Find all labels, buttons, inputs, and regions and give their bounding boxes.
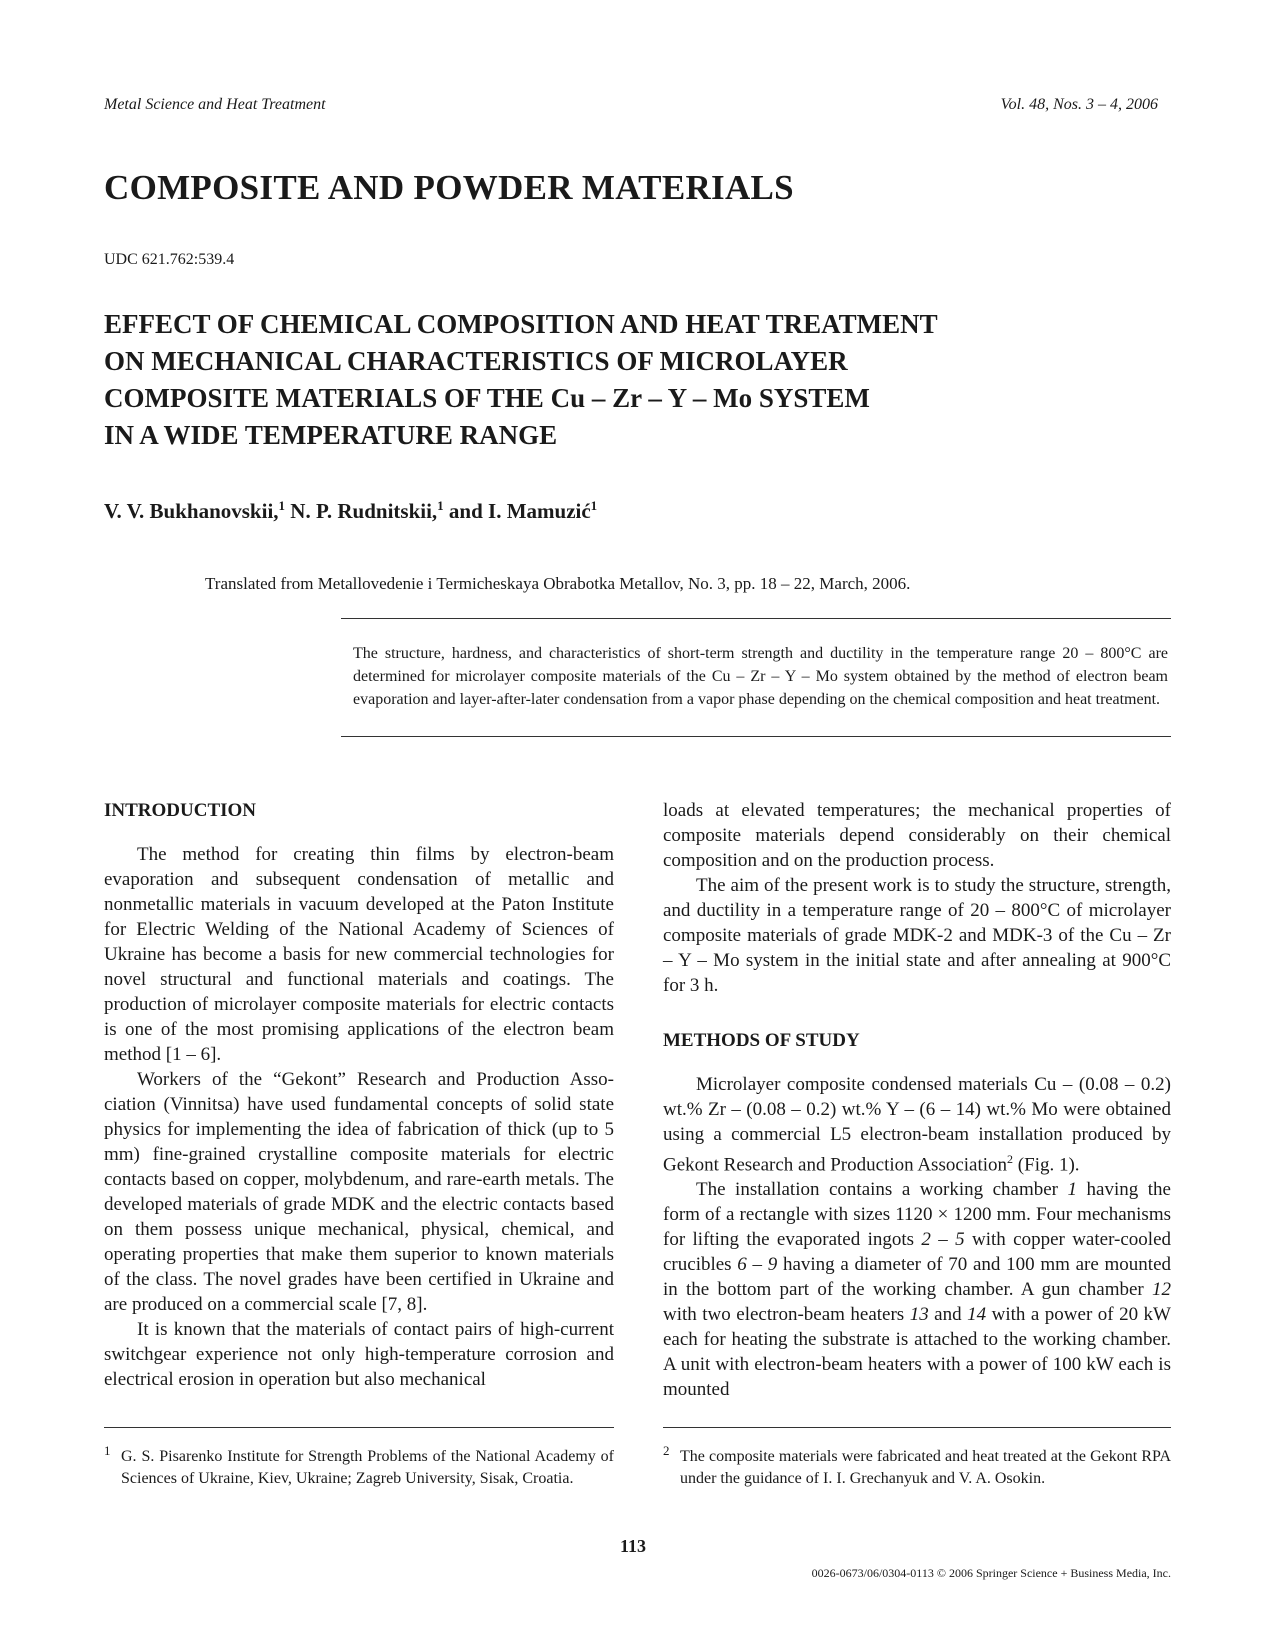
footnote-rule-left (104, 1427, 614, 1428)
abstract-bottom-rule (341, 736, 1171, 737)
section-heading-introduction: INTRODUCTION (104, 800, 257, 821)
body-paragraph: Microlayer composite condensed materials Cu – (0.08 – 0.2) wt.% Zr – (0.08 – 0.2) wt.% Y – (6 – 14) wt.% Mo were obtained using a commercial L5 electron-beam installation produced by Gekont Research and Production Association$^2$ (Fig. 1). (663, 1074, 1171, 1176)
footnote-ref: 2 (1007, 1152, 1014, 1166)
title-line: EFFECT OF CHEMICAL COMPOSITION AND HEAT TREATMENT (104, 309, 938, 339)
footnote-2 (663, 1443, 1171, 1490)
right-column (663, 798, 1171, 1402)
body-paragraph: It is known that the materials of contact pairs of high-current switchgear experience not only high-temperature corrosion and electrical erosion in operation but also mechanical (104, 1319, 614, 1390)
translation-note: Translated from Metallovedenie i Termicheskaya Obrabotka Metallov, No. 3, pp. 18 – 22, March, 2006. (205, 574, 911, 593)
title-line: COMPOSITE MATERIALS OF THE Cu – Zr – Y – Mo SYSTEM (104, 383, 870, 413)
udc-code: UDC 621.762:539.4 (104, 251, 235, 268)
footnote-1 (104, 1443, 614, 1490)
footnote-text: The composite materials were fabricated and heat treated at the Gekont RPA under the guidance of I. I. Grechanyuk and V. A. Osokin. (680, 1448, 1171, 1487)
affiliation-mark: 1 (278, 498, 286, 513)
footnote-mark: 1 (104, 1443, 111, 1458)
journal-name: Metal Science and Heat Treatment (104, 96, 326, 113)
affiliation-mark: 1 (437, 498, 444, 513)
body-paragraph: The installation contains a working chamber 1 having the form of a rectangle with sizes 1120 × 1200 mm. Four mechanisms for lifting the evaporated ingots 2 – 5 with copper water-cooled crucibles 6 – 9 having a diameter of 70 and 100 mm are mounted in the bottom part of the working chamber. A gun chamber 12 with two electron-beam heaters 13 and 14 with a power of 20 kW each for heating the substrate is attached to the working chamber. A unit with electron-beam heaters with a power of 100 kW each is mounted (663, 1179, 1172, 1401)
page-number: 113 (620, 1536, 647, 1556)
abstract: The structure, hardness, and characteristics of short-term strength and ductility in the temperature range 20 – 800°C are determined for microlayer composite materials of the Cu – Zr – Y – Mo system obtained by the method of electron beam evaporation and layer-after-later condensation from a vapor phase depending on the chemical composition and heat treatment. (353, 645, 1168, 708)
author-name: V. V. Bukhanovskii, (104, 499, 279, 523)
volume-info: Vol. 48, Nos. 3 – 4, 2006 (1000, 96, 1158, 113)
body-paragraph: The aim of the present work is to study the structure, strength, and ductility in a temperature range of 20 – 800°C of microlayer composite materials of grade MDK-2 and MDK-3 of the Cu – Zr – Y – Mo system in the initial state and after annealing at 900°C for 3 h. (663, 875, 1171, 996)
copyright-line: 0026-0673/06/0304-0113 © 2006 Springer Science + Business Media, Inc. (811, 1566, 1171, 1580)
author-name: and I. Mamuzić (443, 499, 591, 523)
body-paragraph: Workers of the “Gekont” Research and Production Association (Vinnitsa) have used fundamental concepts of solid state physics for implementing the idea of fabrication of thick (up to 5 mm) fine-grained crystalline composite materials for electric contacts based on copper, molybdenum, and rare-earth metals. The developed materials of grade MDK and the electric contacts based on them possess unique mechanical, physical, chemical, and operating properties that make them superior to known materials of the class. The novel grades have been certified in Ukraine and are produced on a commercial scale [7, 8]. (104, 1069, 614, 1315)
paper-title (104, 306, 1064, 454)
body-paragraph: loads at elevated temperatures; the mechanical properties of composite materials depend considerably on their chemical composition and on the production process. (663, 800, 1171, 871)
author-name: N. P. Rudnitskii, (285, 499, 438, 523)
section-title: COMPOSITE AND POWDER MATERIALS (104, 168, 794, 207)
title-line: ON MECHANICAL CHARACTERISTICS OF MICROLAYER (104, 346, 848, 376)
left-column (104, 798, 614, 1392)
footnote-mark: 2 (663, 1443, 670, 1458)
abstract-top-rule (341, 618, 1171, 619)
affiliation-mark: 1 (590, 498, 598, 513)
footnote-rule-right (663, 1427, 1171, 1428)
footnote-text: G. S. Pisarenko Institute for Strength Problems of the National Academy of Sciences of Ukraine, Kiev, Ukraine; Zagreb University, Sisak, Croatia. (121, 1448, 614, 1487)
author-list (104, 498, 597, 524)
body-paragraph: The method for creating thin films by electron-beam evaporation and subsequent condensation of metallic and nonmetallic materials in vacuum developed at the Paton Institute for Electric Welding of the National Academy of Sciences of Ukraine has become a basis for new commercial technologies for novel structural and functional materials and coatings. The production of microlayer composite materials for electric contacts is one of the most promising applications of the electron beam method [1 – 6]. (104, 844, 614, 1065)
section-heading-methods: METHODS OF STUDY (663, 1030, 860, 1051)
title-line: IN A WIDE TEMPERATURE RANGE (104, 420, 558, 450)
